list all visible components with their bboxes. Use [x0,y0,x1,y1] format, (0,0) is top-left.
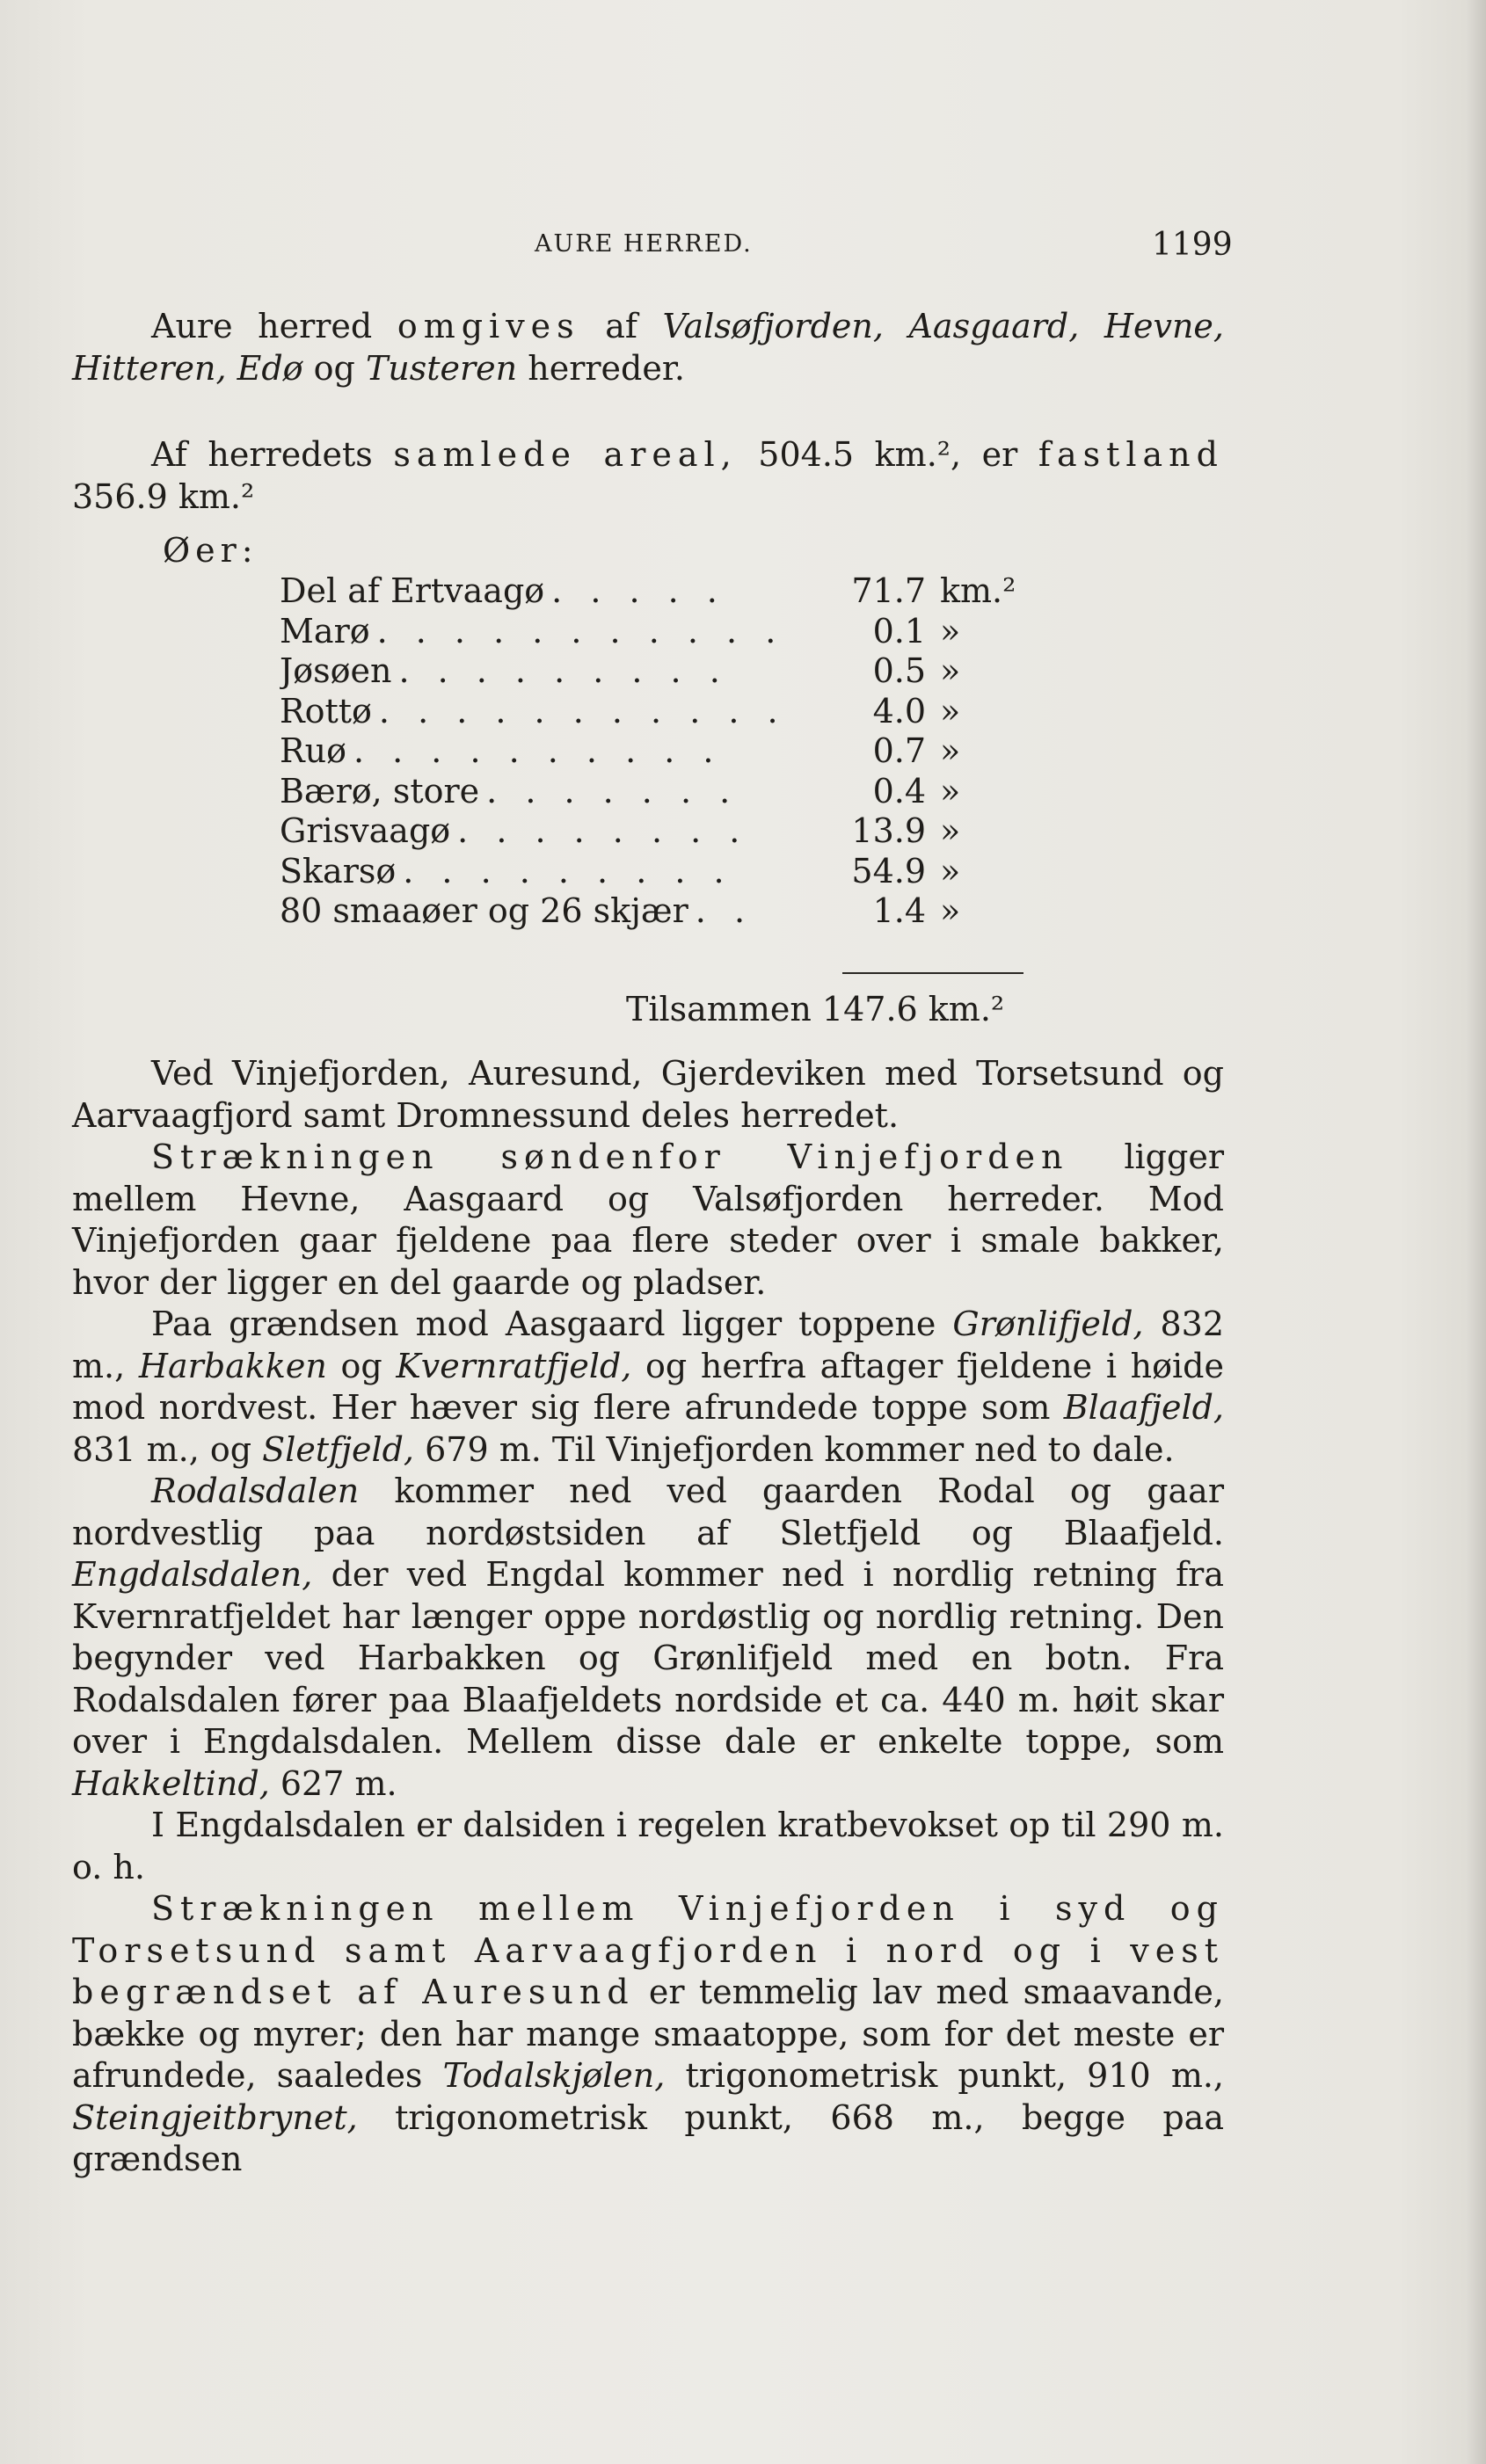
intro-paragraph [72,306,1224,389]
paragraph-text: ligger mellem Hevne, Aasgaard og Valsøfjorden herreder. Mod Vinjefjorden gaar fjeldene paa flere steder over i smale bakker, hvor der ligger en del gaarde og pladser. [72,1138,1224,1302]
island-name-cell [280,731,825,772]
paragraph-text: trigonometrisk punkt, 910 m., [665,2056,1225,2095]
intro-text-part: af [579,307,663,345]
paragraph [72,1888,1224,2181]
island-name: Jøsøen [280,651,392,690]
intro-neighbors-italic: Valsøfjorden, Aasgaard, Hevne, Hitteren, Edø [72,307,1224,388]
paragraph-text: og [326,1346,397,1385]
island-name: Del af Ertvaagø [280,571,545,610]
paragraph-text: og herfra aftager fjeldene i høide mod nordvest. Her hæver sig flere afrundede toppe som [72,1346,1224,1427]
page-header [0,227,1486,265]
running-head: AURE HERRED. [535,230,753,258]
place-name: Sletfjeld, [262,1429,415,1469]
leader-dots: . . . . . . . . . [398,651,729,690]
island-name: Skarsø [280,851,397,890]
island-area: 13.9 [851,811,926,850]
leader-dots: . . . . . . . . [457,811,749,850]
island-name: Rottø [280,691,372,730]
paragraph-text: er temmelig lav med smaavande, bække og myrer; den har mange smaatoppe, som for det meste er afrundede, saaledes [72,1973,1224,2095]
island-name-cell [280,571,825,612]
paragraph-text: Paa grændsen mod Aasgaard ligger toppene [151,1305,953,1343]
table-row [280,571,1018,612]
islands-table [280,571,1018,932]
island-area: 0.1 [872,611,926,651]
area-spaced-word: fastland [1038,435,1224,474]
table-row [280,692,1018,732]
paragraph-text: 627 m. [269,1763,397,1803]
table-row [280,731,1018,772]
leader-dots: . . . . . . . [486,771,739,810]
sum-rule [842,972,1023,974]
island-name: Ruø [280,731,346,770]
paragraph-text: 679 m. Til Vinjefjorden kommer ned to dale. [414,1429,1175,1469]
island-name: Marø [280,611,370,651]
leader-dots: . . . . . . . . . . . [378,691,787,730]
island-unit: » [940,771,961,810]
place-name: Engdalsdalen, [72,1555,313,1594]
island-unit: » [940,731,961,770]
island-name: Bærø, store [280,771,480,810]
paragraph-text: kommer ned ved gaarden Rodal og gaar nordvestlig paa nordøstsiden af Sletfjeld og Blaafjeld. [72,1472,1224,1552]
table-row [280,612,1018,652]
paragraph: I Engdalsdalen er dalsiden i regelen kratbevokset op til 290 m. o. h. [72,1806,1224,1886]
island-unit: » [940,851,961,890]
island-name-cell [280,612,825,652]
leader-dots: . . . . . . . . . [403,851,733,890]
place-name: Kvernratfjeld, [396,1346,632,1385]
islands-total: Tilsammen 147.6 km.² [626,990,1005,1028]
island-area: 0.4 [872,771,926,810]
islands-label: Øer: [163,531,259,570]
intro-text-part: herreder. [517,348,685,388]
page-spine-shadow [1467,0,1486,2464]
island-area: 71.7 [851,571,926,610]
island-unit: » [940,611,961,651]
table-row [280,891,1018,932]
place-name: Steingjeitbrynet, [72,2097,358,2137]
area-paragraph [72,434,1224,518]
paragraph-text: trigonometrisk punkt, 668 m., begge paa grændsen [72,2097,1224,2178]
paragraph-text: 831 m., og [72,1429,263,1469]
area-text-part: Af herredets [151,435,394,474]
place-name: Todalskjølen, [442,2056,666,2095]
area-spaced-word: samlede areal, [393,435,738,474]
island-area: 0.5 [872,651,926,690]
island-unit: » [940,891,961,930]
island-area: 1.4 [872,891,926,930]
intro-spaced-word: omgives [397,307,580,345]
page-number: 1199 [1152,227,1233,263]
leader-dots: . . . . . . . . . . [353,731,723,770]
island-name: Grisvaagø [280,811,451,850]
paragraph [72,1304,1224,1471]
island-unit: » [940,811,961,850]
leader-dots: . . . . . [551,571,726,610]
island-name-cell [280,852,825,892]
spaced-heading-phrase: Strækningen mellem Vinjefjorden i syd og Torsetsund samt Aarvaagfjorden i nord og i vest begrændset af Auresund [72,1889,1224,2011]
island-name-cell [280,651,825,692]
table-row [280,852,1018,892]
paragraph [72,1137,1224,1304]
paragraph: Ved Vinjefjorden, Auresund, Gjerdeviken med Torsetsund og Aarvaagfjord samt Dromnessund deles herredet. [72,1054,1224,1135]
place-name: Hakkeltind, [72,1763,270,1803]
island-name: 80 smaaøer og 26 skjær [280,891,688,930]
area-text-part: 504.5 km.², er [737,435,1038,474]
spaced-heading-phrase: Strækningen søndenfor Vinjefjorden [151,1138,1069,1176]
intro-tusteren-italic: Tusteren [365,348,518,388]
leader-dots: . . . . . . . . . . . [376,611,785,651]
island-name-cell [280,811,825,852]
island-area: 4.0 [872,691,926,730]
intro-text-part: og [302,348,366,388]
area-text-part: 356.9 km.² [72,476,255,516]
table-row [280,772,1018,812]
leader-dots: . . [695,891,754,930]
island-name-cell [280,891,825,932]
intro-text [72,306,1224,389]
island-name-cell [280,692,825,732]
table-row [280,811,1018,852]
table-row [280,651,1018,692]
island-unit: km.² [940,571,1016,610]
paragraph-text: der ved Engdal kommer ned i nordlig retning fra Kvernratfjeldet har længer oppe nordøstlig og nordlig retning. Den begynder ved Harbakken og Grønlifjeld med en botn. Fra Rodalsdalen fører paa Blaafjeldets nordside et ca. 440 m. høit skar over i Engdalsdalen. Mellem disse dale er enkelte toppe, som [72,1555,1224,1761]
body-text [72,1053,1224,2181]
area-text [72,434,1224,518]
place-name: Harbakken [138,1346,327,1385]
place-name: Blaafjeld, [1063,1388,1224,1427]
island-name-cell [280,772,825,812]
paragraph-text: 832 m., [72,1305,1225,1385]
place-name: Grønlifjeld, [952,1305,1144,1343]
intro-text-part: Aure herred [151,307,397,345]
place-name: Rodalsdalen [151,1472,360,1510]
island-unit: » [940,651,961,690]
island-unit: » [940,691,961,730]
island-area: 54.9 [851,851,926,890]
island-area: 0.7 [872,731,926,770]
paragraph [72,1471,1224,1805]
